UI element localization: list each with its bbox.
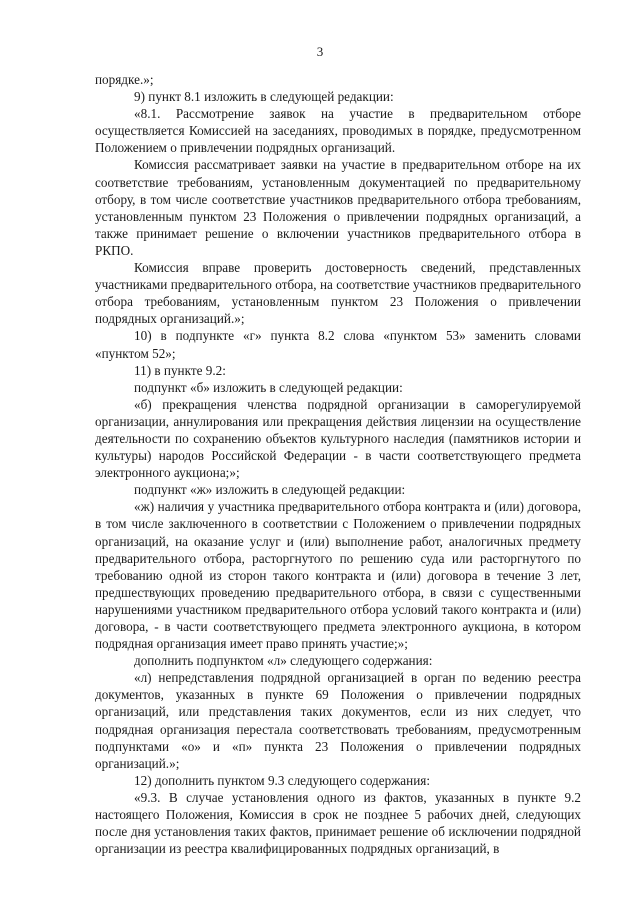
paragraph: подпункт «ж» изложить в следующей редакции: bbox=[134, 482, 406, 498]
paragraph: Комиссия рассматривает заявки на участие в предварительном отборе на их соответствие требованиям, установленным документацией по предварительному отбору, в том числе соответствие участников предварительного отбора требованиям, установленным пунктом 23 Положения о привлечении подрядных организаций, а также принимает решение о включении участников предварительного отбора в РКПО. bbox=[95, 157, 581, 258]
paragraph: Комиссия вправе проверить достоверность сведений, представленных участниками предварительного отбора, на соответствие участников предварительного отбора требованиям, установленным пунктом 23 Положения о привлечении подрядных организаций.»; bbox=[95, 260, 581, 327]
paragraph: 12) дополнить пунктом 9.3 следующего содержания: bbox=[134, 772, 431, 788]
paragraph: «л) непредставления подрядной организацией в орган по ведению реестра документов, указанных в пункте 69 Положения о привлечении подрядных организаций, или представления таких документов, если из них следует, что подрядная организация перестала соответствовать требованиям, предусмотренным подпунктами «о» и «п» пункта 23 Положения о привлечении подрядных организаций.»; bbox=[95, 670, 581, 771]
paragraph: «б) прекращения членства подрядной организации в саморегулируемой организации, аннулирования или прекращения действия лицензии на осуществление деятельности по сохранению объектов культурного наследия (памятников истории и культуры) народов Российской Федерации - в части соответствующего предмета электронного аукциона;»; bbox=[95, 396, 581, 481]
paragraph: порядке.»; bbox=[95, 72, 154, 87]
paragraph: «9.3. В случае установления одного из фактов, указанных в пункте 9.2 настоящего Положения, Комиссия в срок не позднее 5 рабочих дней, следующих после дня установления таких фактов, принимает решение об исключении подрядной организации из реестра квалифицированных подрядных организаций, в bbox=[95, 789, 581, 857]
paragraph: «ж) наличия у участника предварительного отбора контракта и (или) договора, в том числе заключенного в соответствии с Положением о привлечении подрядных организаций, на оказание услуг и (или) выполнение работ, аналогичных предмету предварительного отбора, расторгнутого по решению суда или расторгнутого по требованию одной из сторон такого контракта и (или) договора в течение 3 лет, предшествующих проведению предварительного отбора, в связи с существенными нарушениями участником предварительного отбора условий такого контракта и (или) договора, - в части соответствующего предмета электронного аукциона, в котором подрядная организация имеет право принять участие;»; bbox=[95, 499, 581, 652]
paragraph: подпункт «б» изложить в следующей редакции: bbox=[134, 379, 403, 395]
paragraph: дополнить подпунктом «л» следующего содержания: bbox=[134, 653, 433, 669]
paragraph: 9) пункт 8.1 изложить в следующей редакции: bbox=[134, 89, 394, 105]
paragraph: 10) в подпункте «г» пункта 8.2 слова «пунктом 53» заменить словами «пунктом 52»; bbox=[95, 328, 581, 361]
page-number: 3 bbox=[316, 44, 324, 59]
document-body bbox=[95, 71, 581, 857]
paragraph: «8.1. Рассмотрение заявок на участие в предварительном отборе осуществляется Комиссией на заседаниях, проводимых в порядке, предусмотренном Положением о привлечении подрядных организаций. bbox=[95, 106, 581, 156]
paragraph: 11) в пункте 9.2: bbox=[134, 362, 226, 378]
